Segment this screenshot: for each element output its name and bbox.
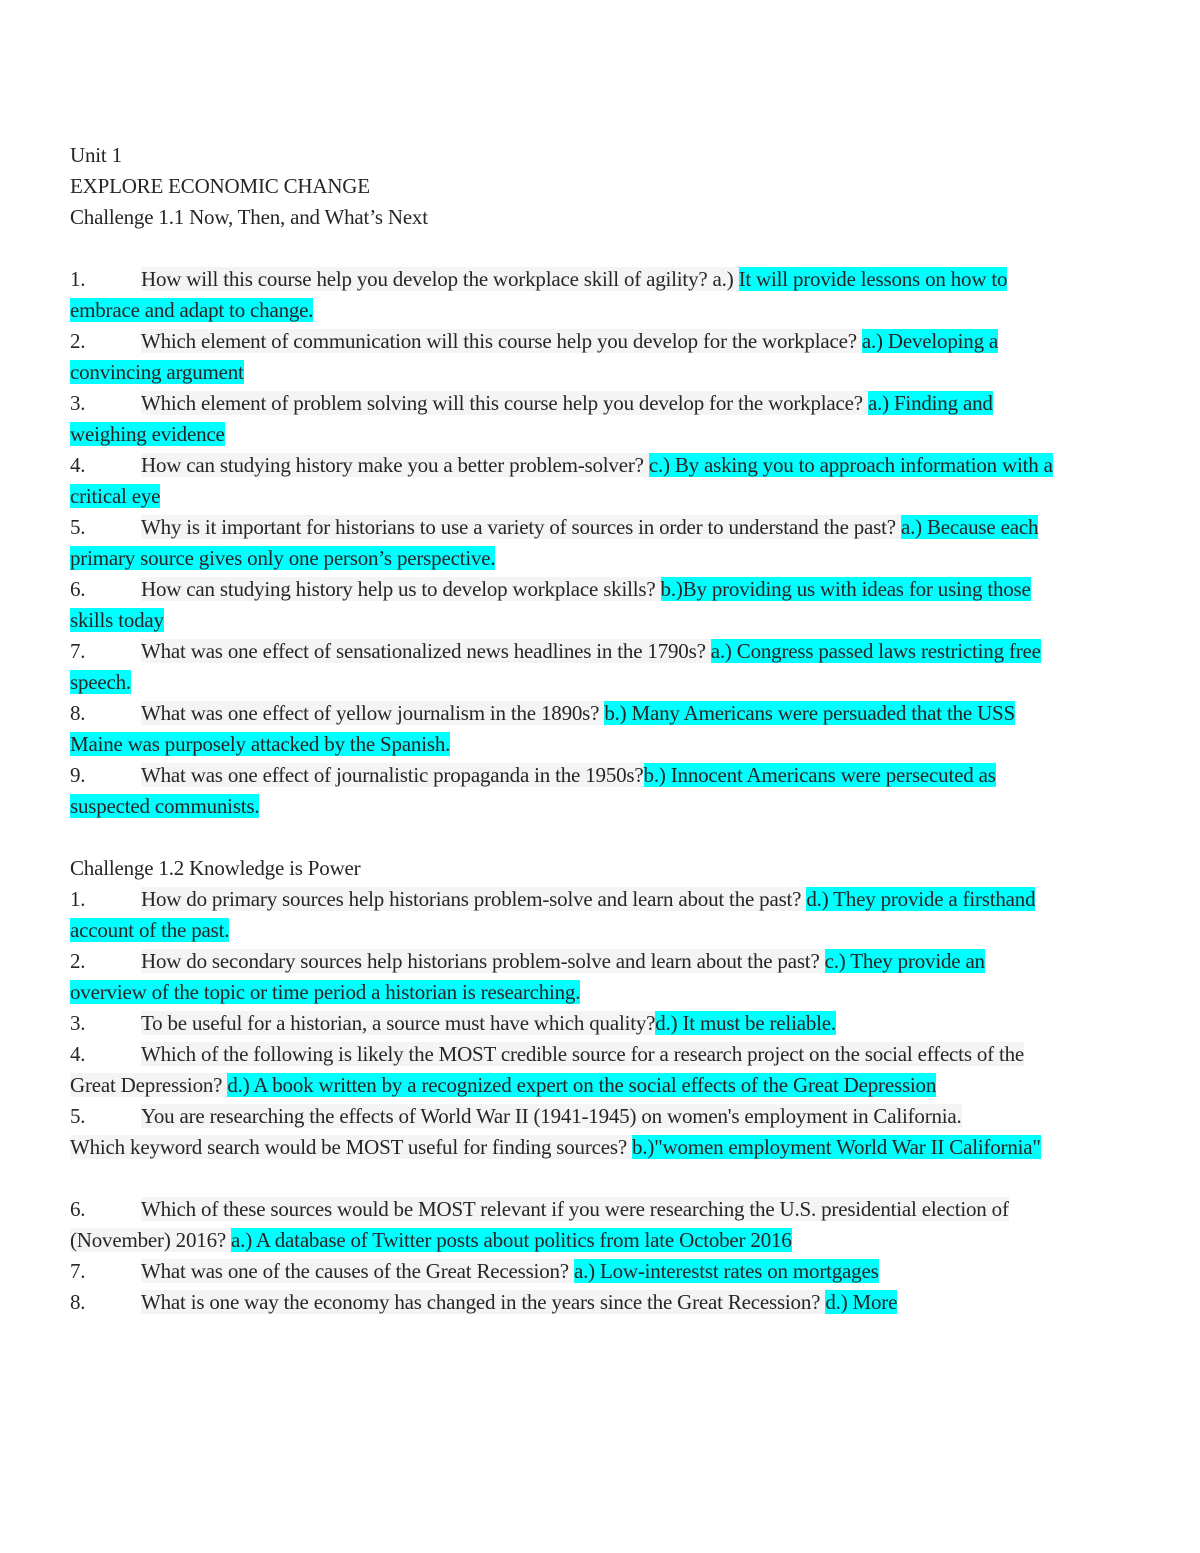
question-number: 7. <box>70 639 86 663</box>
question-text: How do secondary sources help historians problem-solve and learn about the past? <box>141 949 825 973</box>
question-number: 8. <box>70 701 86 725</box>
question-number: 3. <box>70 391 86 415</box>
document-title: EXPLORE ECONOMIC CHANGE <box>70 174 370 198</box>
question-item <box>70 326 1060 388</box>
spacer <box>70 1163 1060 1194</box>
question-number: 2. <box>70 949 86 973</box>
question-text: Which of the following is likely the MOST credible source for a research project on the social effects of the Great Depression? <box>70 1042 1025 1097</box>
question-text: What was one effect of yellow journalism in the 1890s? <box>141 701 605 725</box>
answer-highlight: a.) Low-interestst rates on mortgages <box>573 1259 879 1283</box>
answer-highlight: a.) Developing a convincing argument <box>70 329 999 384</box>
answer-highlight: b.)By providing us with ideas for using those skills today <box>70 577 1031 632</box>
question-number: 3. <box>70 1011 86 1035</box>
question-item <box>70 1101 1060 1132</box>
question-item <box>70 1008 1060 1039</box>
question-text: What was one effect of journalistic propaganda in the 1950s? <box>141 763 644 787</box>
question-number: 4. <box>70 1042 86 1066</box>
question-item <box>70 760 1060 822</box>
question-text: You are researching the effects of World War II (1941-1945) on women's employment in California. <box>141 1104 962 1128</box>
question-number: 6. <box>70 1197 86 1221</box>
question-number: 1. <box>70 887 86 911</box>
spacer <box>70 822 1060 853</box>
answer-highlight: a.) Finding and weighing evidence <box>70 391 993 446</box>
question-text: Which element of problem solving will this course help you develop for the workplace? <box>141 391 868 415</box>
question-text: What was one of the causes of the Great Recession? <box>141 1259 574 1283</box>
answer-highlight: d.) More <box>825 1290 898 1314</box>
question-item <box>70 512 1060 574</box>
question-text: To be useful for a historian, a source must have which quality? <box>141 1011 656 1035</box>
question-text: How can studying history help us to develop workplace skills? <box>141 577 661 601</box>
question-item <box>70 574 1060 636</box>
question-item <box>70 1039 1060 1101</box>
question-text: What was one effect of sensationalized news headlines in the 1790s? <box>141 639 711 663</box>
question-item <box>70 1256 1060 1287</box>
question-item <box>70 636 1060 698</box>
question-text: Which keyword search would be MOST useful for finding sources? <box>70 1135 633 1159</box>
question-text: Why is it important for historians to use a variety of sources in order to understand the past? <box>141 515 901 539</box>
answer-highlight: c.) By asking you to approach information with a critical eye <box>70 453 1053 508</box>
question-item <box>70 1287 1060 1318</box>
question-number: 9. <box>70 763 86 787</box>
spacer <box>70 233 1060 264</box>
answer-highlight: a.) Congress passed laws restricting free speech. <box>70 639 1041 694</box>
question-number: 7. <box>70 1259 86 1283</box>
challenge-heading: Challenge 1.1 Now, Then, and What’s Next <box>70 205 428 229</box>
answer-highlight: a.) A database of Twitter posts about politics from late October 2016 <box>231 1228 792 1252</box>
question-number: 6. <box>70 577 86 601</box>
question-item <box>70 884 1060 946</box>
answer-highlight: d.) A book written by a recognized expert on the social effects of the Great Depression <box>227 1073 937 1097</box>
question-item <box>70 388 1060 450</box>
question-text: How do primary sources help historians problem-solve and learn about the past? <box>141 887 807 911</box>
answer-highlight: b.)"women employment World War II California" <box>632 1135 1041 1159</box>
question-number: 2. <box>70 329 86 353</box>
question-number: 1. <box>70 267 86 291</box>
challenge-heading: Challenge 1.2 Knowledge is Power <box>70 856 361 880</box>
question-number: 8. <box>70 1290 86 1314</box>
answer-highlight: b.) Many Americans were persuaded that the USS Maine was purposely attacked by the Spanish. <box>70 701 1016 756</box>
question-text: What is one way the economy has changed in the years since the Great Recession? <box>141 1290 826 1314</box>
question-item <box>70 698 1060 760</box>
document-body <box>70 140 1060 1318</box>
question-item <box>70 946 1060 1008</box>
question-item <box>70 450 1060 512</box>
answer-highlight: b.) Innocent Americans were persecuted as suspected communists. <box>70 763 996 818</box>
question-number: 5. <box>70 1104 86 1128</box>
answer-highlight: d.) They provide a firsthand account of the past. <box>70 887 1036 942</box>
question-text: How can studying history make you a better problem-solver? <box>141 453 649 477</box>
answer-highlight: It will provide lessons on how to embrace and adapt to change. <box>70 267 1008 322</box>
question-item <box>70 264 1060 326</box>
question-continuation <box>70 1132 1060 1163</box>
answer-highlight: c.) They provide an overview of the topic or time period a historian is researching. <box>70 949 985 1004</box>
unit-label: Unit 1 <box>70 143 122 167</box>
question-item <box>70 1194 1060 1256</box>
question-text: Which element of communication will this course help you develop for the workplace? <box>141 329 862 353</box>
question-number: 5. <box>70 515 86 539</box>
question-text: Which of these sources would be MOST relevant if you were researching the U.S. presidential election of (November) 2016? <box>70 1197 1009 1252</box>
answer-highlight: a.) Because each primary source gives only one person’s perspective. <box>70 515 1039 570</box>
question-text: How will this course help you develop the workplace skill of agility? a.) <box>141 267 739 291</box>
question-number: 4. <box>70 453 86 477</box>
answer-highlight: d.) It must be reliable. <box>655 1011 836 1035</box>
